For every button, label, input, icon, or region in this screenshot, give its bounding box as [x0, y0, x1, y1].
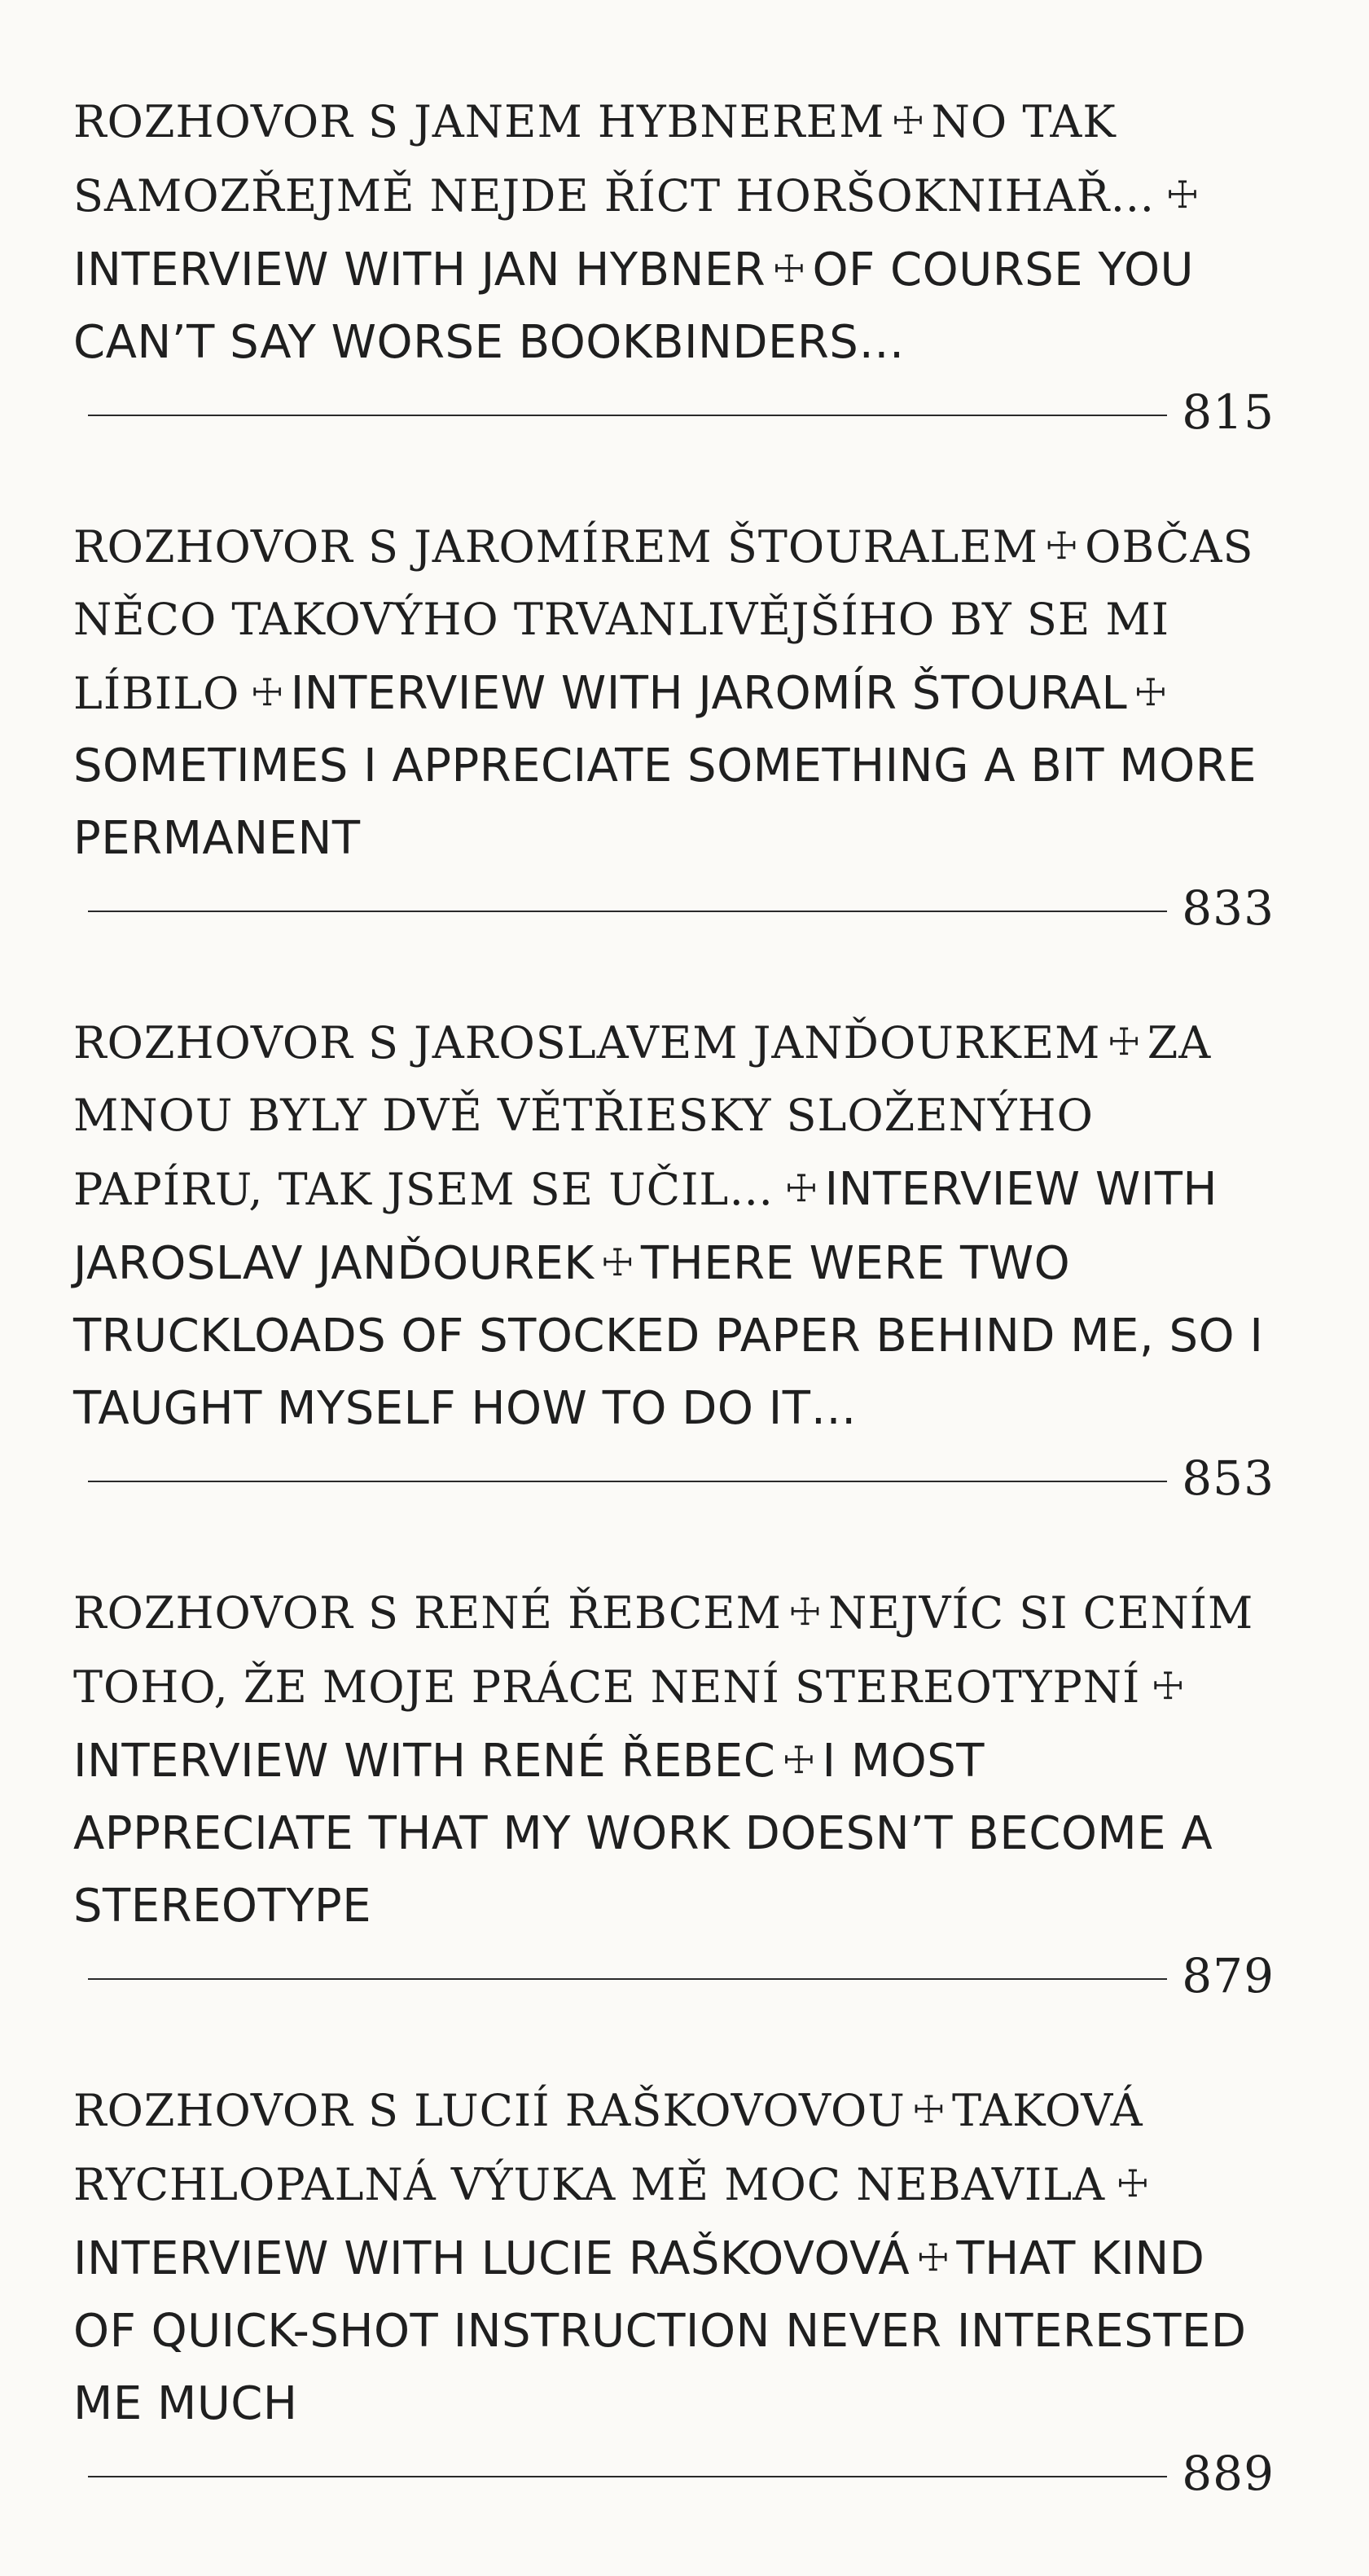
- toc-entry: [73, 1011, 1275, 1506]
- entry-cz-quote: NEJVÍC SI CENÍM TOHO, ŽE MOJE PRÁCE NENÍ STEREOTYPNÍ: [73, 1587, 1254, 1713]
- page-reference: [73, 384, 1275, 440]
- entry-en-quote: SOMETIMES I APPRECIATE SOMETHING A BIT MORE PERMANENT: [73, 739, 1257, 865]
- dot-leader: [88, 1978, 1167, 1980]
- dot-leader: [88, 2476, 1167, 2477]
- toc-entry: [73, 90, 1275, 440]
- toc-entry: [73, 1581, 1275, 2003]
- cross-separator-icon: ☩: [1165, 173, 1200, 217]
- entry-cz-title: ROZHOVOR S RENÉ ŘEBCEM: [73, 1587, 782, 1639]
- dot-leader: [88, 1481, 1167, 1482]
- cross-separator-icon: ☩: [1044, 524, 1079, 568]
- entry-cz-title: ROZHOVOR S LUCIÍ RAŠKOVOVOU: [73, 2085, 906, 2136]
- page-reference: [73, 2446, 1275, 2501]
- cross-separator-icon: ☩: [1134, 670, 1168, 714]
- page-reference: [73, 1948, 1275, 2003]
- entry-en-quote: THAT KIND OF QUICK-SHOT INSTRUCTION NEVER INTERESTED ME MUCH: [73, 2232, 1247, 2430]
- entry-en-title: INTERVIEW WITH JAROSLAV JANĎOUREK: [73, 1163, 1218, 1290]
- toc-entry: [73, 515, 1275, 936]
- cross-separator-icon: ☩: [788, 1590, 823, 1634]
- dot-leader: [88, 415, 1167, 416]
- toc-entry: [73, 2078, 1275, 2501]
- entry-cz-quote: OBČAS NĚCO TAKOVÝHO TRVANLIVĚJŠÍHO BY SE MI LÍBILO: [73, 521, 1254, 719]
- entry-cz-title: ROZHOVOR S JANEM HYBNEREM: [73, 96, 885, 147]
- entry-en-title: INTERVIEW WITH JAROMÍR ŠTOURAL: [290, 667, 1128, 720]
- cross-separator-icon: ☩: [784, 1166, 818, 1210]
- cross-separator-icon: ☩: [772, 247, 806, 291]
- cross-separator-icon: ☩: [1107, 1020, 1141, 1064]
- entry-en-title: INTERVIEW WITH RENÉ ŘEBEC: [73, 1735, 776, 1788]
- entry-cz-quote: ZA MNOU BYLY DVĚ VĚTŘIESKY SLOŽENÝHO PAPÍRU, TAK JSEM SE UČIL…: [73, 1017, 1212, 1215]
- entry-cz-quote: NO TAK SAMOZŘEJMĚ NEJDE ŘÍCT HORŠOKNIHAŘ…: [73, 96, 1156, 222]
- page-number: 889: [1182, 2446, 1275, 2501]
- cross-separator-icon: ☩: [1151, 1664, 1185, 1708]
- entry-en-quote: OF COURSE YOU CAN’T SAY WORSE BOOKBINDERS…: [73, 244, 1195, 369]
- cross-separator-icon: ☩: [911, 2087, 946, 2131]
- cross-separator-icon: ☩: [1116, 2161, 1150, 2205]
- page-reference: [73, 880, 1275, 936]
- page-number: 815: [1182, 384, 1275, 440]
- cross-separator-icon: ☩: [782, 1738, 816, 1782]
- cross-separator-icon: ☩: [250, 670, 284, 714]
- dot-leader: [88, 911, 1167, 912]
- table-of-contents: [73, 90, 1275, 2576]
- cross-separator-icon: ☩: [600, 1240, 634, 1284]
- entry-en-quote: THERE WERE TWO TRUCKLOADS OF STOCKED PAPER BEHIND ME, SO I TAUGHT MYSELF HOW TO DO IT…: [73, 1237, 1264, 1435]
- page-number: 833: [1182, 880, 1275, 936]
- page-number: 879: [1182, 1948, 1275, 2003]
- cross-separator-icon: ☩: [891, 99, 925, 143]
- entry-cz-title: ROZHOVOR S JAROMÍREM ŠTOURALEM: [73, 521, 1038, 573]
- entry-en-title: INTERVIEW WITH LUCIE RAŠKOVOVÁ: [73, 2232, 910, 2285]
- cross-separator-icon: ☩: [916, 2236, 950, 2280]
- entry-cz-title: ROZHOVOR S JAROSLAVEM JANĎOURKEM: [73, 1017, 1101, 1069]
- entry-en-quote: I MOST APPRECIATE THAT MY WORK DOESN’T BECOME A STEREOTYPE: [73, 1735, 1213, 1933]
- entry-en-title: INTERVIEW WITH JAN HYBNER: [73, 244, 766, 296]
- page-number: 853: [1182, 1450, 1275, 1506]
- entry-cz-quote: TAKOVÁ RYCHLOPALNÁ VÝUKA MĚ MOC NEBAVILA: [73, 2085, 1143, 2210]
- page-reference: [73, 1450, 1275, 1506]
